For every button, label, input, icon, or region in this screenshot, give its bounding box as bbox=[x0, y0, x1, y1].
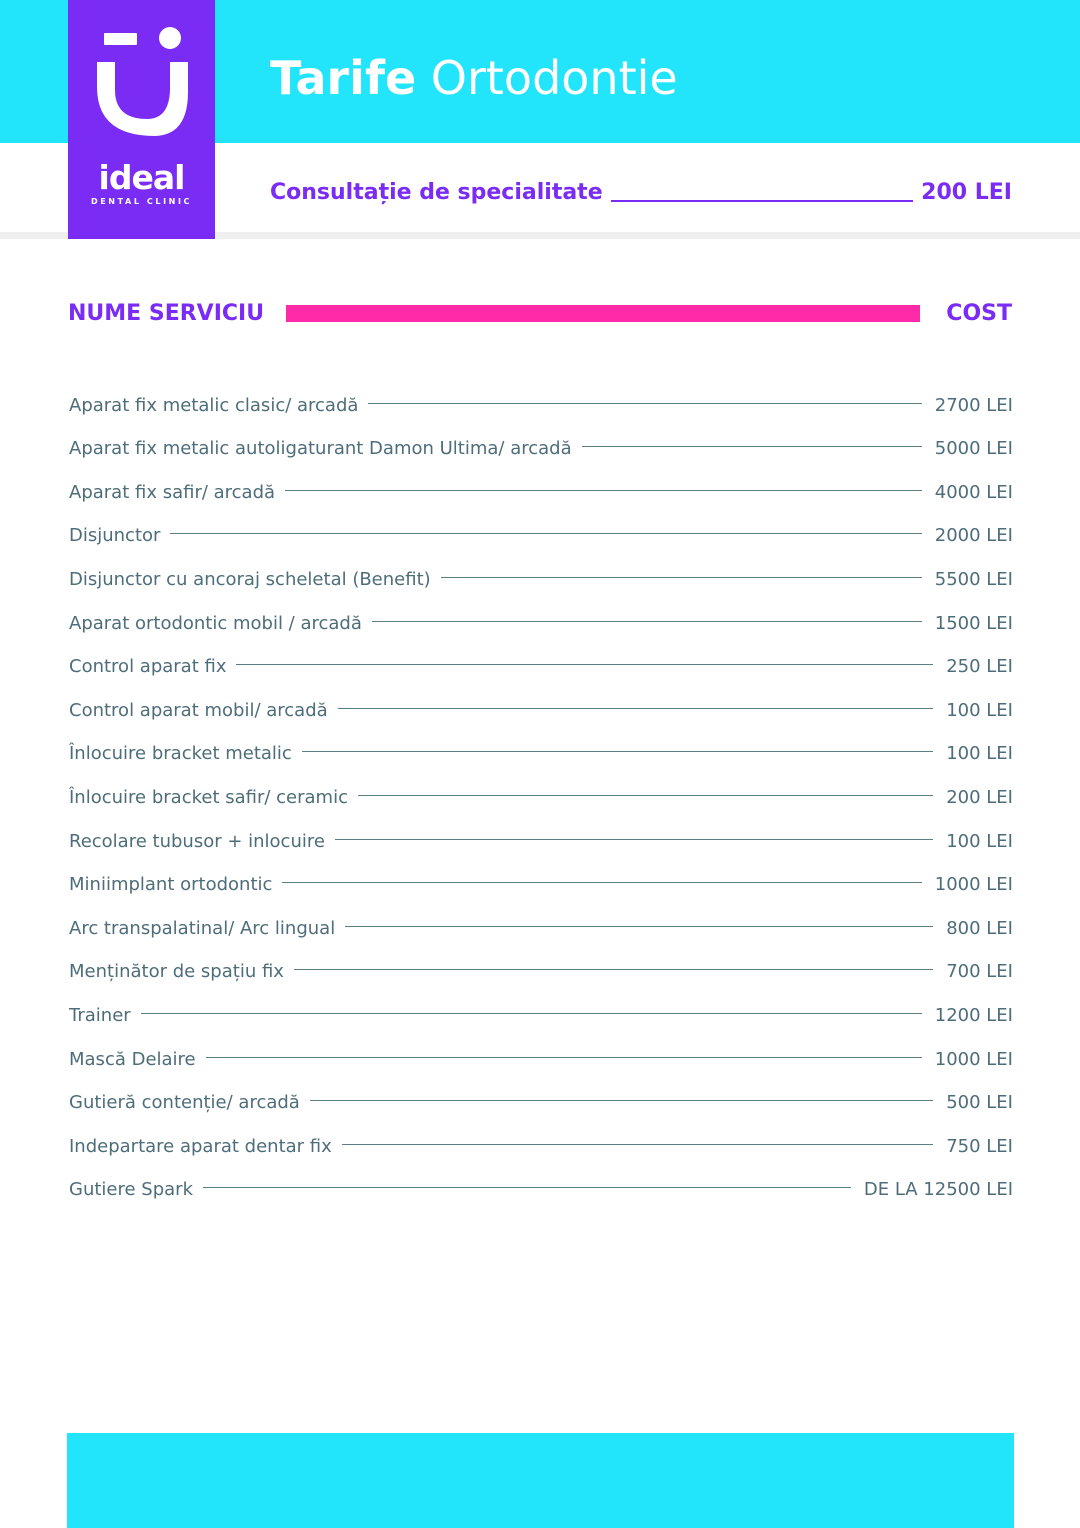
leader-line bbox=[285, 490, 922, 491]
service-row bbox=[69, 813, 1013, 857]
leader-line bbox=[342, 1144, 933, 1145]
page-title bbox=[270, 50, 678, 106]
service-row bbox=[69, 769, 1013, 813]
service-name: Disjunctor bbox=[69, 525, 161, 547]
service-name: Aparat fix metalic clasic/ arcadă bbox=[69, 394, 359, 416]
service-row bbox=[69, 1075, 1013, 1119]
service-row bbox=[69, 377, 1013, 421]
smile-face-icon bbox=[68, 0, 215, 150]
price-list-header bbox=[68, 296, 1012, 330]
service-price: 500 LEI bbox=[946, 1092, 1013, 1114]
service-name: Arc transpalatinal/ Arc lingual bbox=[69, 917, 336, 939]
service-price: 5500 LEI bbox=[934, 568, 1013, 590]
clinic-logo bbox=[68, 0, 215, 239]
service-row bbox=[69, 987, 1013, 1031]
leader-line bbox=[302, 751, 933, 752]
service-row bbox=[69, 639, 1013, 683]
service-price: 1200 LEI bbox=[934, 1004, 1013, 1026]
service-name: Miniimplant ortodontic bbox=[69, 874, 273, 896]
leader-line bbox=[141, 1013, 922, 1014]
leader-line bbox=[294, 969, 933, 970]
service-name: Trainer bbox=[69, 1004, 131, 1026]
page-title-bold: Tarife bbox=[270, 51, 417, 105]
service-price: 5000 LEI bbox=[934, 438, 1013, 460]
service-price: DE LA 12500 LEI bbox=[863, 1179, 1013, 1201]
service-price: 4000 LEI bbox=[934, 481, 1013, 503]
service-row bbox=[69, 508, 1013, 552]
service-name: Control aparat mobil/ arcadă bbox=[69, 699, 328, 721]
leader-line bbox=[345, 926, 933, 927]
cost-column-heading: COST bbox=[946, 300, 1012, 326]
service-row bbox=[69, 464, 1013, 508]
service-name: Aparat fix safir/ arcadă bbox=[69, 481, 276, 503]
service-row bbox=[69, 900, 1013, 944]
service-name: Menținător de spațiu fix bbox=[69, 961, 284, 983]
service-price: 1000 LEI bbox=[934, 1048, 1013, 1070]
leader-line bbox=[236, 664, 933, 665]
service-name: Aparat ortodontic mobil / arcadă bbox=[69, 612, 362, 634]
service-row bbox=[69, 1118, 1013, 1162]
service-name: Recolare tubusor + inlocuire bbox=[69, 830, 325, 852]
leader-line bbox=[203, 1187, 851, 1188]
consultation-label: Consultație de specialitate bbox=[270, 180, 603, 205]
service-name: Indepartare aparat dentar fix bbox=[69, 1135, 332, 1157]
service-price: 800 LEI bbox=[946, 917, 1013, 939]
logo-tagline: DENTAL CLINIC bbox=[91, 197, 192, 206]
leader-line bbox=[368, 403, 921, 404]
service-price: 2000 LEI bbox=[934, 525, 1013, 547]
service-row bbox=[69, 682, 1013, 726]
footer-band bbox=[67, 1433, 1014, 1528]
service-row bbox=[69, 857, 1013, 901]
service-price: 750 LEI bbox=[946, 1135, 1013, 1157]
service-row bbox=[69, 944, 1013, 988]
service-price: 1500 LEI bbox=[934, 612, 1013, 634]
service-row bbox=[69, 726, 1013, 770]
leader-line bbox=[338, 708, 934, 709]
service-row bbox=[69, 551, 1013, 595]
leader-line bbox=[372, 621, 922, 622]
service-column-heading: NUME SERVICIU bbox=[68, 300, 265, 326]
service-price-list bbox=[69, 377, 1013, 1205]
service-price: 250 LEI bbox=[946, 656, 1013, 678]
service-price: 100 LEI bbox=[946, 830, 1013, 852]
leader-line bbox=[335, 839, 933, 840]
service-name: Control aparat fix bbox=[69, 656, 227, 678]
service-price: 2700 LEI bbox=[934, 394, 1013, 416]
header-accent-bar bbox=[286, 305, 920, 322]
service-price: 700 LEI bbox=[946, 961, 1013, 983]
leader-line bbox=[282, 882, 921, 883]
leader-line bbox=[358, 795, 933, 796]
service-name: Înlocuire bracket metalic bbox=[69, 743, 292, 765]
leader-line bbox=[582, 446, 922, 447]
service-name: Gutieră contenție/ arcadă bbox=[69, 1092, 300, 1114]
page-title-light: Ortodontie bbox=[430, 51, 678, 105]
service-row bbox=[69, 1031, 1013, 1075]
service-name: Gutiere Spark bbox=[69, 1179, 193, 1201]
leader-line bbox=[170, 533, 921, 534]
leader-line bbox=[206, 1057, 922, 1058]
service-price: 100 LEI bbox=[946, 743, 1013, 765]
service-price: 1000 LEI bbox=[934, 874, 1013, 896]
service-name: Disjunctor cu ancoraj scheletal (Benefit) bbox=[69, 568, 431, 590]
service-name: Aparat fix metalic autoligaturant Damon Ultima/ arcadă bbox=[69, 438, 572, 460]
consultation-price: 200 LEI bbox=[921, 180, 1012, 205]
service-row bbox=[69, 595, 1013, 639]
consultation-leader-line bbox=[611, 200, 914, 202]
service-name: Înlocuire bracket safir/ ceramic bbox=[69, 786, 348, 808]
logo-wordmark: ideal bbox=[98, 158, 185, 197]
service-price: 200 LEI bbox=[946, 786, 1013, 808]
service-row bbox=[69, 1162, 1013, 1206]
consultation-row bbox=[270, 176, 1012, 208]
service-price: 100 LEI bbox=[946, 699, 1013, 721]
service-name: Mască Delaire bbox=[69, 1048, 196, 1070]
service-row bbox=[69, 421, 1013, 465]
leader-line bbox=[441, 577, 922, 578]
leader-line bbox=[310, 1100, 933, 1101]
